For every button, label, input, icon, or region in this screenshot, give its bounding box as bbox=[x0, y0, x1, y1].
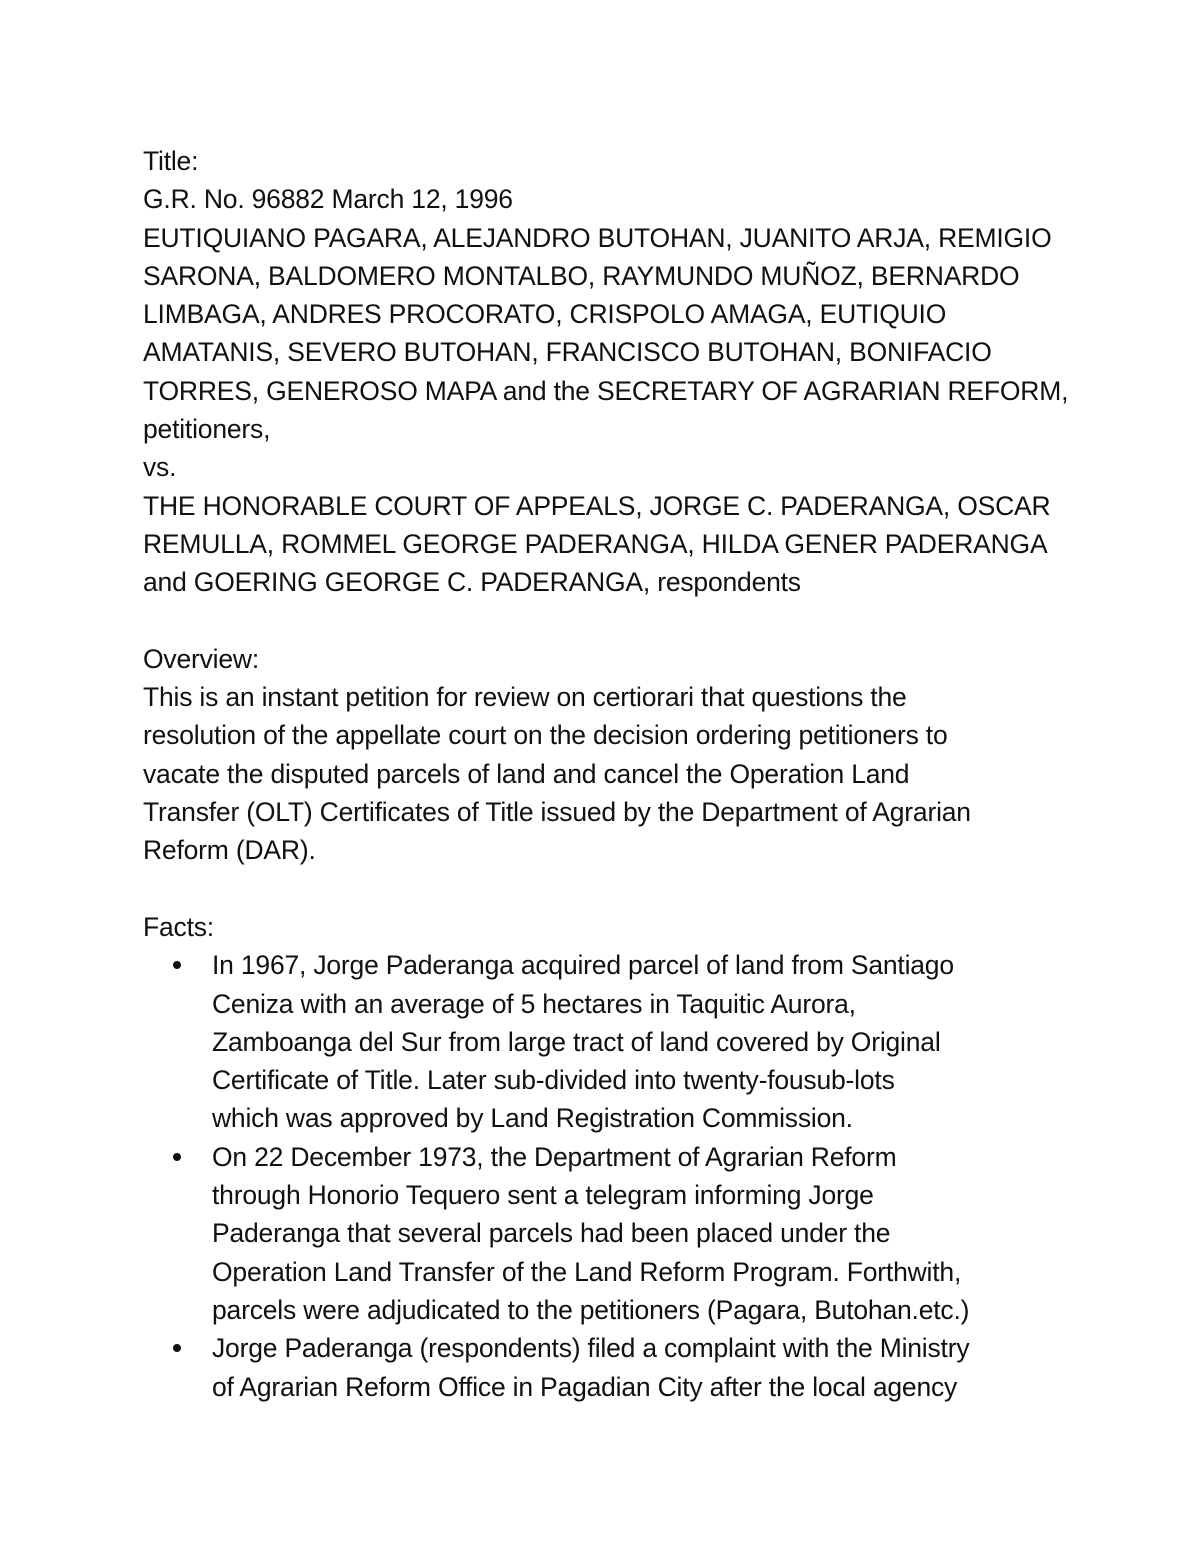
case-number-date: G.R. No. 96882 March 12, 1996 bbox=[143, 184, 513, 215]
petitioners-line: SARONA, BALDOMERO MONTALBO, RAYMUNDO MUÑOZ, BERNARDO bbox=[143, 260, 1020, 291]
fact-line: Certificate of Title. Later sub-divided into twenty-fousub-lots bbox=[212, 1065, 895, 1096]
overview-line: Reform (DAR). bbox=[143, 835, 316, 866]
petitioners-line: TORRES, GENEROSO MAPA and the SECRETARY OF AGRARIAN REFORM, bbox=[143, 375, 1069, 406]
paragraph-gap bbox=[143, 870, 1073, 908]
fact-item bbox=[143, 946, 1073, 1137]
overview-line: vacate the disputed parcels of land and cancel the Operation Land bbox=[143, 758, 910, 789]
fact-line: through Honorio Tequero sent a telegram informing Jorge bbox=[212, 1180, 874, 1211]
petitioners-line: AMATANIS, SEVERO BUTOHAN, FRANCISCO BUTOHAN, BONIFACIO bbox=[143, 337, 992, 368]
overview-label: Overview: bbox=[143, 643, 260, 674]
fact-line: of Agrarian Reform Office in Pagadian City after the local agency bbox=[212, 1371, 958, 1402]
facts-section bbox=[143, 908, 1073, 1406]
respondents-line: and GOERING GEORGE C. PADERANGA, respondents bbox=[143, 567, 801, 598]
title-label: Title: bbox=[143, 146, 199, 176]
fact-line: In 1967, Jorge Paderanga acquired parcel of land from Santiago bbox=[212, 950, 954, 981]
fact-line: On 22 December 1973, the Department of Agrarian Reform bbox=[212, 1141, 897, 1172]
petitioners-line: EUTIQUIANO PAGARA, ALEJANDRO BUTOHAN, JUANITO ARJA, REMIGIO bbox=[143, 222, 1052, 253]
facts-label: Facts: bbox=[143, 911, 214, 942]
versus-label: vs. bbox=[143, 452, 177, 483]
paragraph-gap bbox=[143, 602, 1073, 640]
bullet-icon bbox=[173, 1153, 181, 1161]
overview-line: resolution of the appellate court on the decision ordering petitioners to bbox=[143, 720, 948, 751]
fact-line: parcels were adjudicated to the petitioners (Pagara, Butohan.etc.) bbox=[212, 1294, 970, 1325]
fact-line: Jorge Paderanga (respondents) filed a complaint with the Ministry bbox=[212, 1333, 970, 1364]
petitioners-block bbox=[143, 219, 1073, 449]
bullet-icon bbox=[173, 961, 181, 969]
title-section bbox=[143, 142, 1073, 602]
respondents-line: THE HONORABLE COURT OF APPEALS, JORGE C. PADERANGA, OSCAR bbox=[143, 490, 1051, 521]
fact-line: Operation Land Transfer of the Land Reform Program. Forthwith, bbox=[212, 1256, 962, 1287]
petitioners-line: LIMBAGA, ANDRES PROCORATO, CRISPOLO AMAGA, EUTIQUIO bbox=[143, 299, 947, 330]
fact-line: Ceniza with an average of 5 hectares in Taquitic Aurora, bbox=[212, 988, 856, 1019]
fact-item bbox=[143, 1138, 1073, 1329]
overview-line: Transfer (OLT) Certificates of Title issued by the Department of Agrarian bbox=[143, 797, 971, 828]
fact-item bbox=[143, 1329, 1073, 1406]
document-page bbox=[143, 142, 1073, 1406]
facts-list bbox=[143, 946, 1073, 1406]
petitioners-line: petitioners, bbox=[143, 414, 271, 445]
respondents-line: REMULLA, ROMMEL GEORGE PADERANGA, HILDA GENER PADERANGA bbox=[143, 528, 1048, 559]
fact-line: Zamboanga del Sur from large tract of land covered by Original bbox=[212, 1026, 941, 1057]
fact-line: which was approved by Land Registration Commission. bbox=[212, 1103, 853, 1134]
overview-line: This is an instant petition for review on certiorari that questions the bbox=[143, 682, 907, 713]
fact-line: Paderanga that several parcels had been placed under the bbox=[212, 1218, 891, 1249]
bullet-icon bbox=[173, 1344, 181, 1352]
respondents-block bbox=[143, 487, 1073, 602]
overview-section bbox=[143, 640, 1073, 870]
